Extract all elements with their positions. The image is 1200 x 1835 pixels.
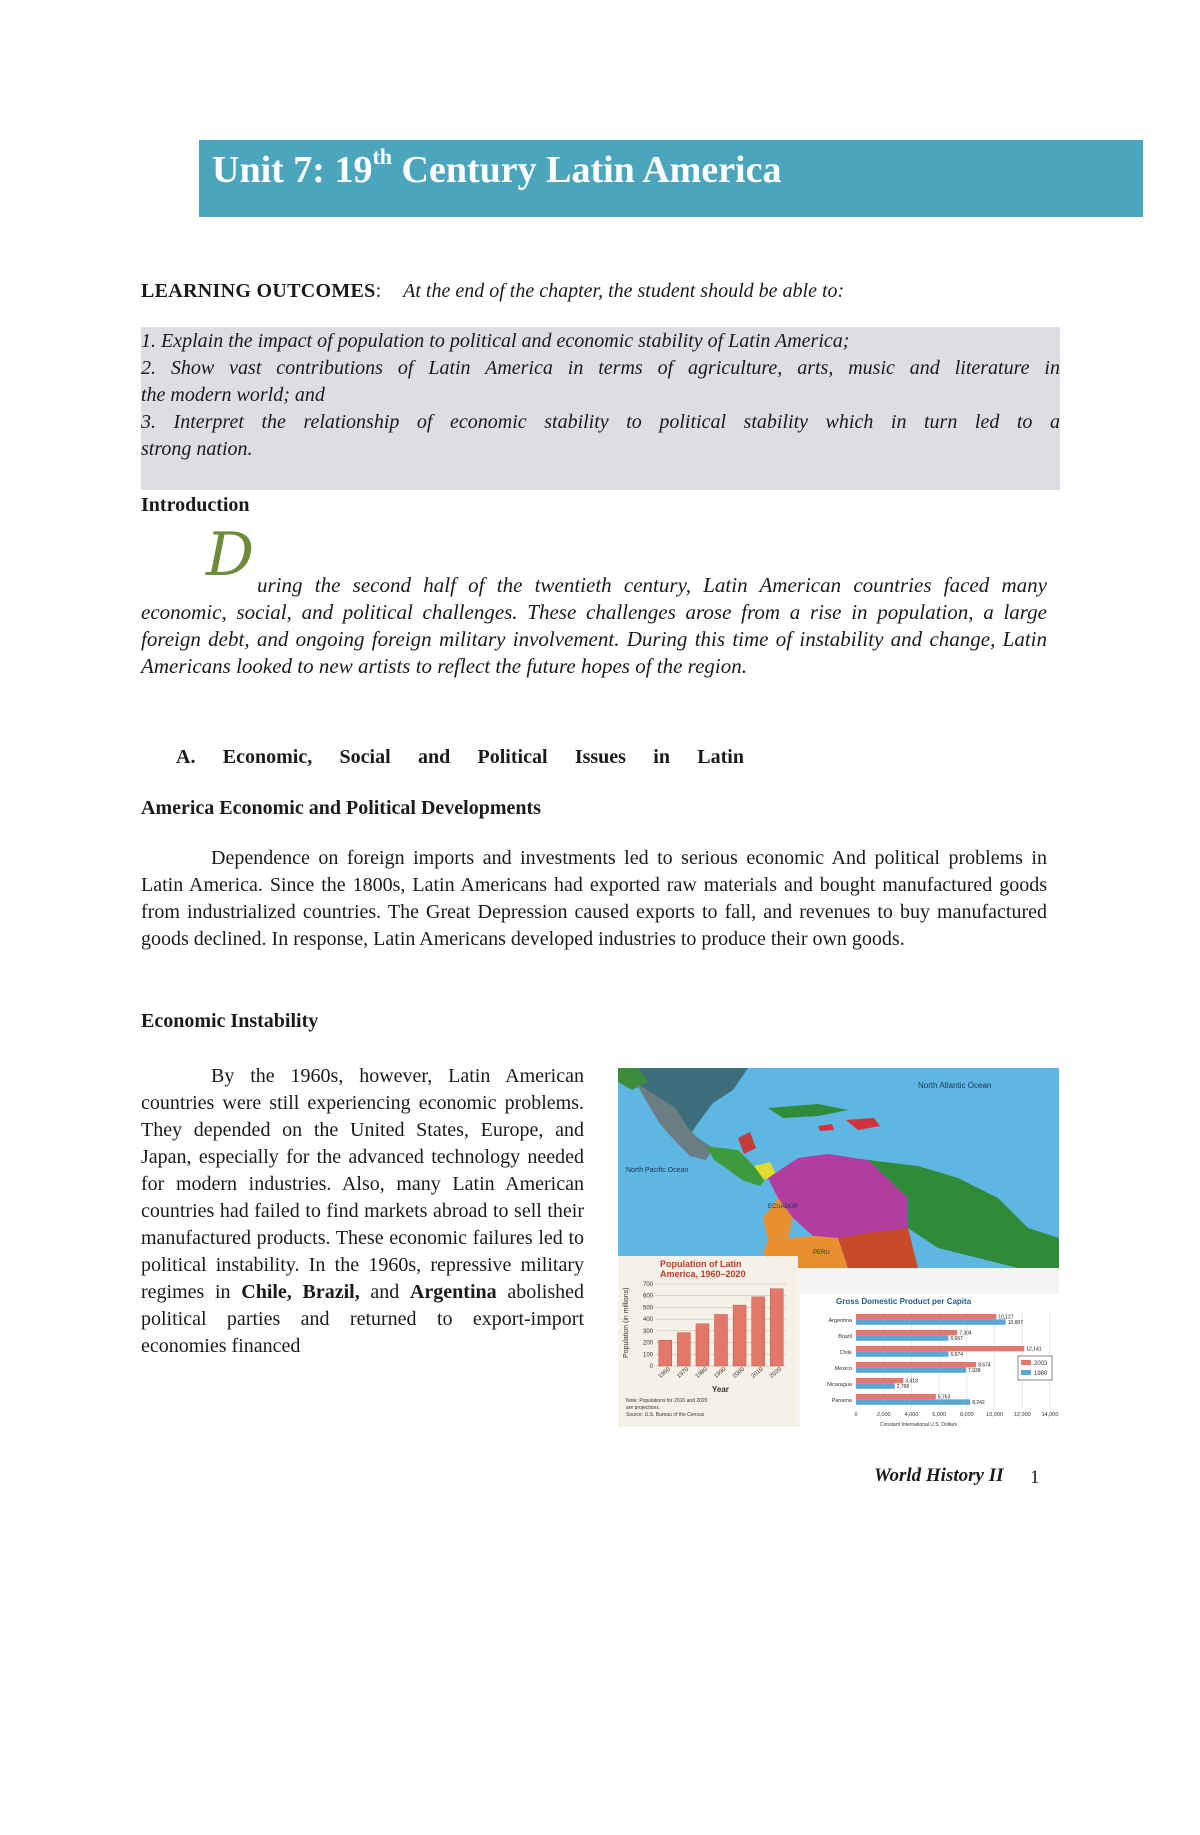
population-x-tick: 1980: [694, 1366, 709, 1380]
gdp-bar-2003: [856, 1362, 976, 1367]
population-note-1: Note: Populations for 2010 and 2020: [626, 1398, 708, 1404]
gdp-value-label-2003: 5,763: [937, 1394, 951, 1401]
outcomes-box: [141, 327, 1060, 490]
population-y-tick: 400: [642, 1317, 653, 1324]
population-chart-title-2: America, 1960–2020: [660, 1269, 746, 1279]
economic-instability-heading: Economic Instability: [141, 1010, 319, 1032]
gdp-value-label-2003: 12,141: [1026, 1346, 1042, 1353]
gdp-x-tick: 4,000: [904, 1412, 919, 1418]
gdp-x-tick: 12,000: [1013, 1412, 1031, 1418]
population-y-tick: 600: [642, 1293, 653, 1300]
gdp-value-label-1980: 8,242: [972, 1399, 985, 1406]
outcome-1: 1. Explain the impact of population to political and economic stability of Latin America;: [141, 330, 850, 352]
population-x-tick: 2020: [769, 1366, 784, 1380]
population-y-tick: 700: [642, 1282, 653, 1288]
population-y-tick: 300: [642, 1328, 653, 1335]
population-xlabel: Year: [712, 1385, 729, 1394]
outcome-2-cont: the modern world; and: [141, 384, 325, 406]
legend-swatch-2003: [1021, 1360, 1031, 1365]
gdp-country-label: Chile: [839, 1350, 852, 1356]
gdp-value-label-1980: 6,667: [950, 1335, 963, 1342]
north-atlantic-label: North Atlantic Ocean: [918, 1081, 992, 1090]
gdp-country-label: Nicaragua: [826, 1382, 852, 1388]
gdp-xlabel: Constant International U.S. Dollars: [880, 1422, 957, 1427]
gdp-legend: [1018, 1356, 1052, 1380]
legend-label-2003: 2003: [1034, 1361, 1048, 1367]
instability-paragraph: By the 1960s, however, Latin American countries were still experiencing economic problems. They depended on the United States, Europe, and Japan, especially for the advanced technology needed for modern industries. Also, many Latin American countries had failed to find markets abroad to sell their manufactured products. These economic failures led to political instability. In the 1960s, repressive military regimes in Chile, Brazil, and Argentina abolished political parties and returned to export-import economies financed: [141, 1065, 584, 1357]
gdp-country-label: Brazil: [838, 1334, 852, 1340]
drop-cap: D: [206, 520, 255, 590]
gdp-x-tick: 10,000: [986, 1412, 1003, 1418]
gdp-bar-2003: [856, 1394, 936, 1399]
gdp-bar-1980: [856, 1319, 1006, 1324]
gdp-bar-2003: [856, 1314, 996, 1319]
gdp-value-label-2003: 10,127: [998, 1314, 1014, 1321]
outcome-3: 3. Interpret the relationship of economic stability to political stability which in turn led to a: [141, 411, 1060, 433]
population-bar: [659, 1340, 672, 1366]
gdp-country-label: Mexico: [834, 1366, 852, 1372]
gdp-x-tick: 6,000: [932, 1412, 947, 1418]
peru-label: PERU: [813, 1250, 830, 1256]
section-a-heading: A. Economic, Social and Political Issues in Latin: [176, 746, 744, 768]
brazil-label: Brazil,: [302, 1281, 360, 1303]
gdp-bar-2003: [856, 1378, 903, 1383]
population-y-tick: 100: [642, 1352, 653, 1359]
population-bar: [677, 1333, 690, 1366]
north-pacific-label: North Pacific Ocean: [626, 1167, 689, 1174]
gdp-value-label-2003: 8,674: [978, 1362, 991, 1369]
gdp-country-label: Panama: [831, 1398, 852, 1404]
population-x-tick: 2010: [750, 1366, 765, 1380]
gdp-value-label-1980: 7,938: [967, 1367, 981, 1374]
population-bar: [715, 1314, 728, 1366]
map-and-charts: [618, 1068, 1059, 1427]
population-bar: [733, 1305, 746, 1366]
page-title: Unit 7: 19th Century Latin America: [212, 144, 782, 191]
population-chart-title-1: Population of Latin: [660, 1259, 742, 1269]
introduction-paragraph: D uring the second half of the twentieth century, Latin American countries faced many economic, social, and political challenges. These challenges arose from a rise in population, a large foreign debt, and ongoing foreign military involvement. During this time of instability and change, Latin Americans looked to new artists to reflect the future hopes of the region.: [141, 520, 1047, 678]
gdp-value-label-1980: 10,807: [1007, 1319, 1024, 1326]
population-note-2: are projections.: [626, 1405, 661, 1411]
population-bar: [752, 1297, 765, 1366]
population-y-tick: 200: [642, 1340, 653, 1347]
gdp-x-tick: 0: [854, 1412, 858, 1418]
legend-swatch-1980: [1021, 1370, 1031, 1375]
gdp-x-tick: 14,000: [1041, 1412, 1059, 1418]
population-x-tick: 1990: [713, 1366, 728, 1380]
introduction-heading: Introduction: [141, 494, 250, 516]
gdp-x-tick: 2,000: [876, 1412, 891, 1418]
footer-course-title: World History II: [874, 1465, 1004, 1486]
outcome-3-cont: strong nation.: [141, 438, 253, 460]
latin-america-figure: [618, 1068, 1059, 1427]
gdp-country-label: Argentina: [828, 1318, 852, 1324]
gdp-value-label-1980: 6,674: [950, 1351, 963, 1358]
population-y-tick: 500: [642, 1305, 653, 1312]
gdp-bar-2003: [856, 1346, 1024, 1351]
developments-paragraph: Dependence on foreign imports and investments led to serious economic And political problems in Latin America. Since the 1800s, Latin Americans had exported raw materials and bought manufactured goods from industrialized countries. The Great Depression caused exports to fall, and revenues to buy manufactured goods declined. In response, Latin Americans developed industries to produce their own goods.: [141, 847, 1047, 950]
population-bar: [696, 1324, 709, 1366]
gdp-bar-1980: [856, 1383, 895, 1388]
population-x-tick: 1960: [657, 1366, 672, 1380]
population-x-tick: 2000: [731, 1366, 746, 1380]
population-chart: [618, 1256, 798, 1427]
gdp-bar-1980: [856, 1351, 948, 1356]
population-ylabel: Population (in millions): [623, 1287, 630, 1358]
gdp-chart: [800, 1294, 1059, 1427]
population-source: Source: U.S. Bureau of the Census: [626, 1412, 705, 1418]
outcome-2: 2. Show vast contributions of Latin America in terms of agriculture, arts, music and literature in: [141, 357, 1060, 379]
gdp-bar-2003: [856, 1330, 957, 1335]
argentina-label: Argentina: [409, 1281, 497, 1303]
learning-outcomes-intro: At the end of the chapter, the student should be able to:: [403, 280, 845, 302]
gdp-bar-1980: [856, 1335, 948, 1340]
population-y-tick: 0: [649, 1364, 653, 1370]
gdp-value-label-2003: 7,304: [959, 1330, 972, 1337]
gdp-value-label-2003: 3,418: [905, 1378, 918, 1385]
gdp-x-tick: 8,000: [959, 1412, 974, 1418]
gdp-value-label-1980: 2,796: [896, 1383, 910, 1390]
page-number: 1: [1030, 1467, 1040, 1488]
population-bar: [770, 1289, 783, 1366]
gdp-bar-1980: [856, 1399, 970, 1404]
learning-outcomes-label: LEARNING OUTCOMES: [141, 280, 376, 302]
population-x-tick: 1970: [676, 1366, 691, 1380]
gdp-chart-title: Gross Domestic Product per Capita: [836, 1297, 972, 1306]
section-a-subheading: America Economic and Political Developments: [141, 797, 541, 819]
gdp-bar-1980: [856, 1367, 966, 1372]
legend-label-1980: 1980: [1034, 1371, 1048, 1377]
ecuador-label: ECUADOR: [768, 1204, 799, 1210]
chile-label: Chile,: [241, 1281, 292, 1303]
learning-outcomes-line: LEARNING OUTCOMES: At the end of the chapter, the student should be able to:: [141, 280, 845, 302]
